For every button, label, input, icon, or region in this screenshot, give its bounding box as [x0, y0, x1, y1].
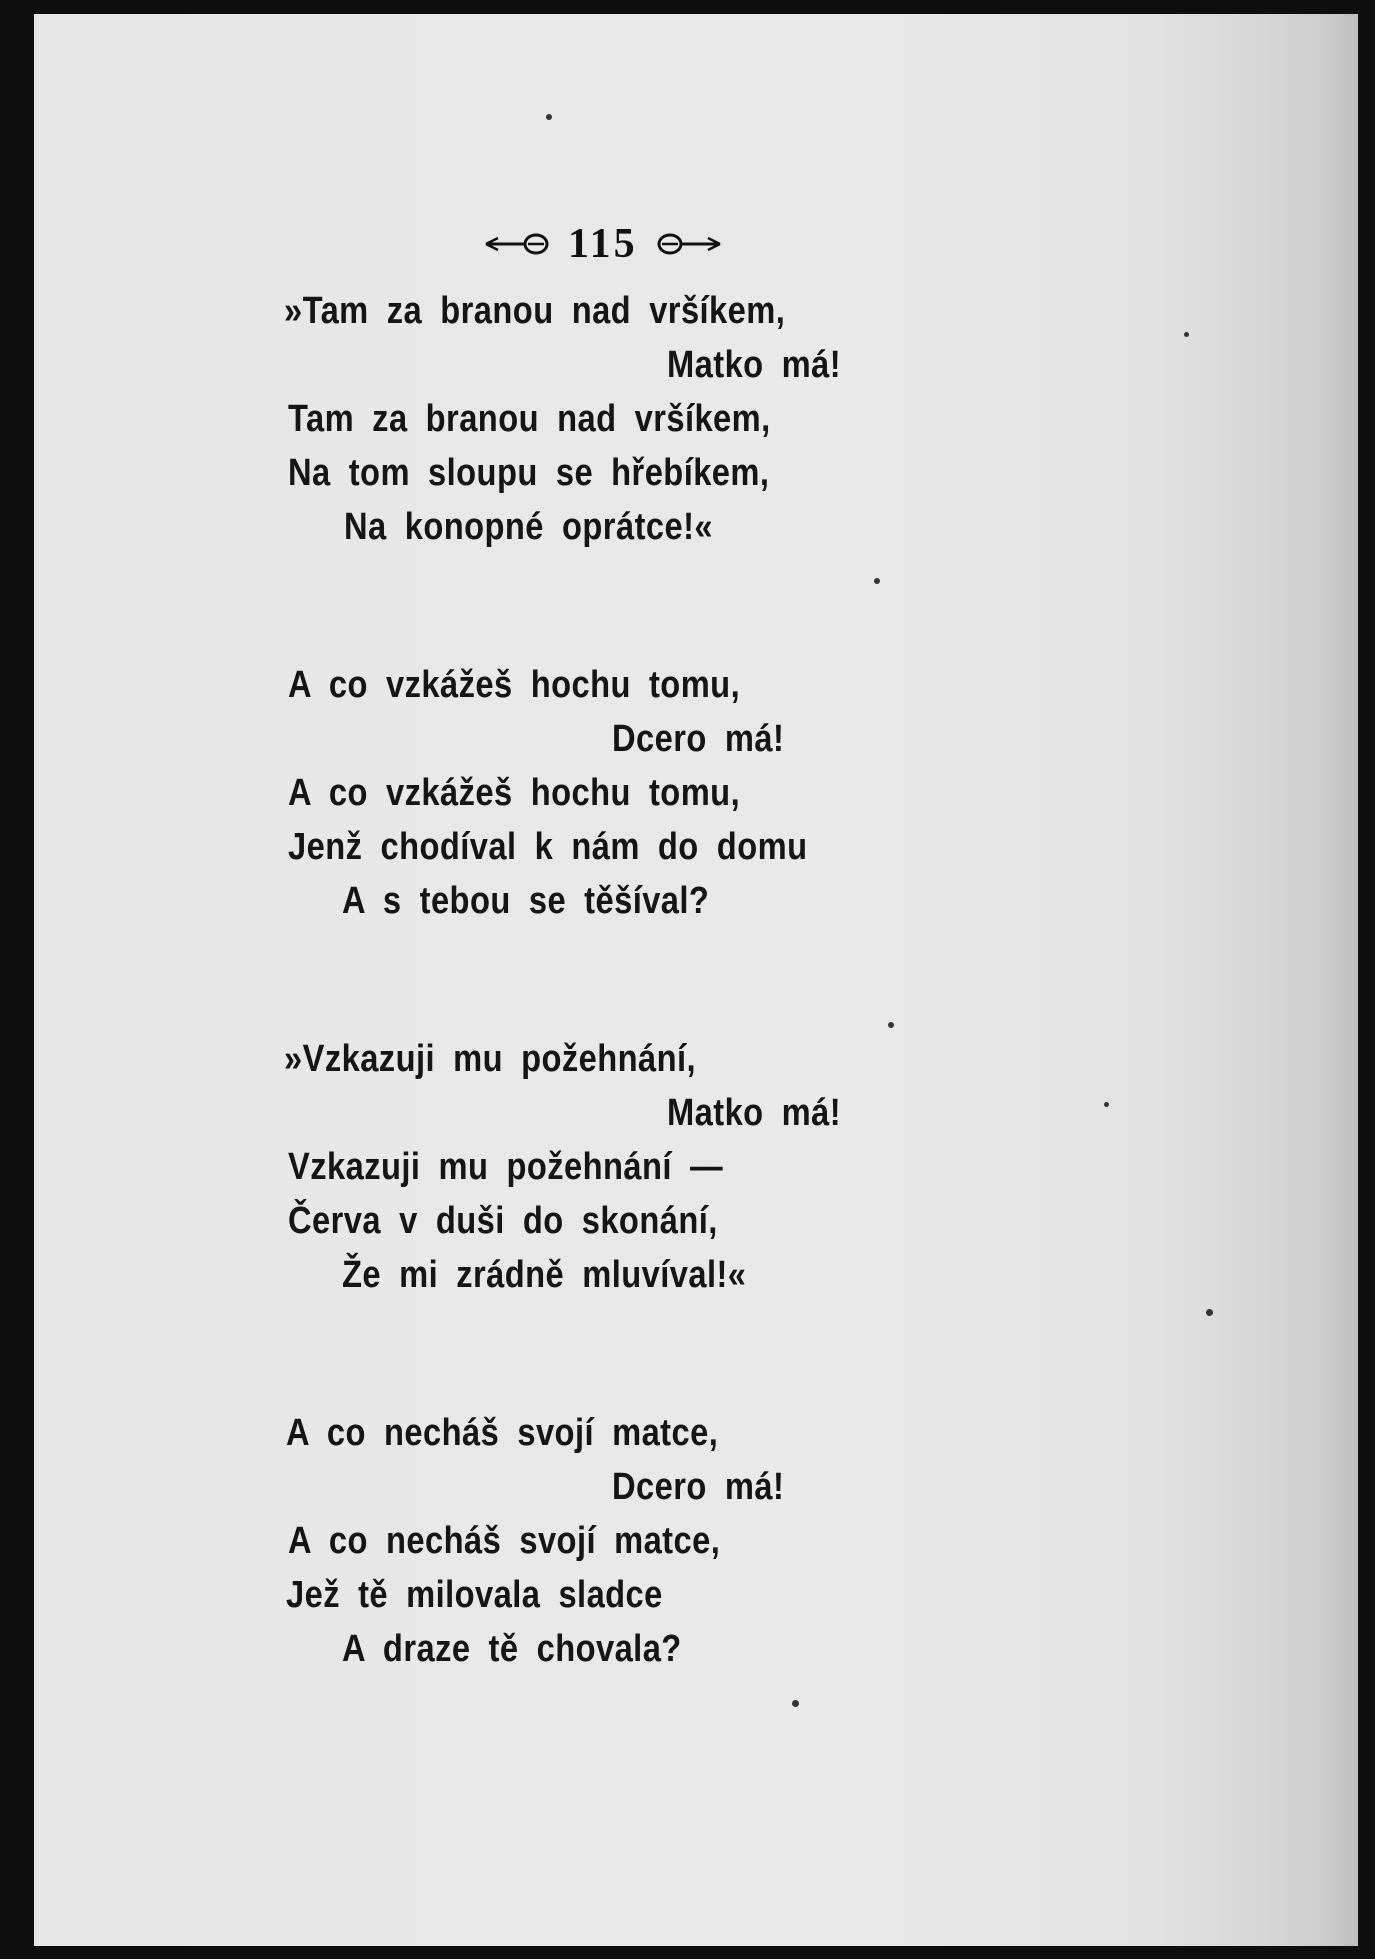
poem-line: Jenž chodíval k nám do domu [288, 826, 808, 868]
poem-line: Na tom sloupu se hřebíkem, [288, 452, 770, 494]
poem-line: A co vzkážeš hochu tomu, [288, 664, 741, 706]
poem-line: A co vzkážeš hochu tomu, [288, 772, 741, 814]
poem-line: Vzkazuji mu požehnání — [288, 1146, 724, 1188]
poem-line: Že mi zrádně mluvíval!« [342, 1254, 747, 1296]
paper-speck [874, 578, 880, 584]
paper-speck [888, 1022, 894, 1028]
poem [34, 14, 1358, 1946]
book-page [34, 14, 1358, 1946]
paper-speck [546, 114, 552, 120]
poem-line: Tam za branou nad vršíkem, [288, 398, 771, 440]
poem-line: A draze tě chovala? [342, 1628, 682, 1670]
poem-line: A co necháš svojí matce, [286, 1412, 719, 1454]
paper-speck [1184, 332, 1189, 337]
poem-line: Dcero má! [612, 1466, 785, 1508]
poem-line: Jež tě milovala sladce [286, 1574, 663, 1616]
poem-line: »Vzkazuji mu požehnání, [284, 1038, 697, 1080]
poem-line: Matko má! [667, 1092, 842, 1134]
poem-line: »Tam za branou nad vršíkem, [284, 290, 786, 332]
poem-line: Červa v duši do skonání, [288, 1200, 718, 1242]
paper-speck [1206, 1309, 1213, 1316]
poem-line: Matko má! [667, 344, 842, 386]
poem-line: Dcero má! [612, 718, 785, 760]
poem-line: A s tebou se těšíval? [342, 880, 710, 922]
poem-line: Na konopné oprátce!« [344, 506, 714, 548]
paper-speck [1104, 1102, 1109, 1107]
paper-speck [792, 1700, 799, 1707]
page-number: 115 [568, 221, 638, 267]
poem-line: A co necháš svojí matce, [288, 1520, 721, 1562]
